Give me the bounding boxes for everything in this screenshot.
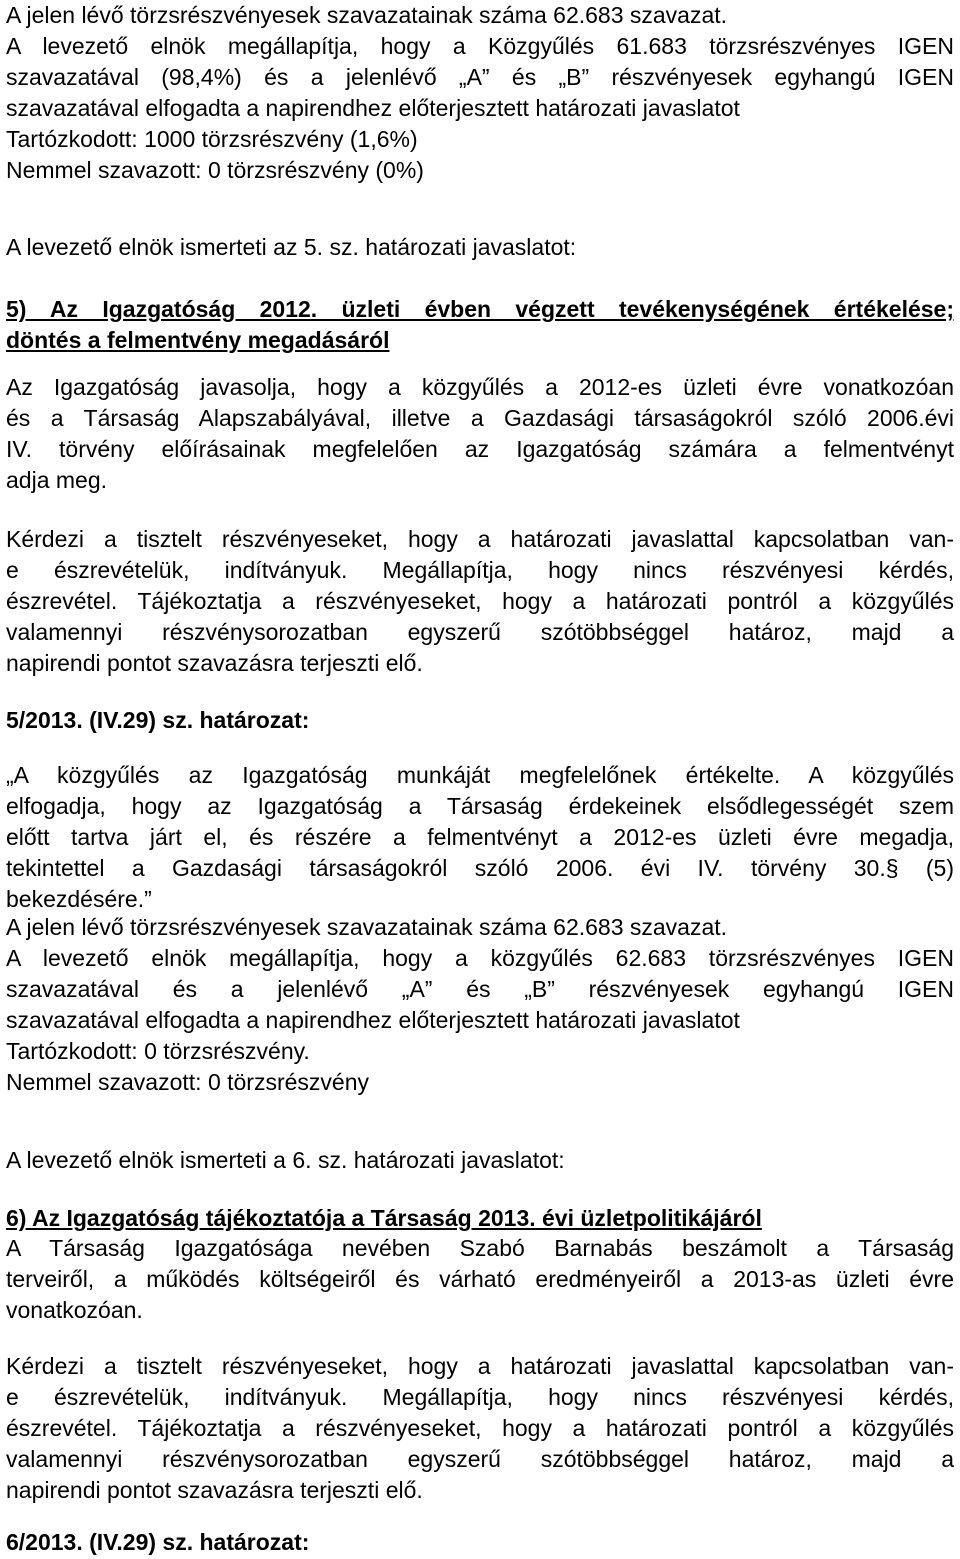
- report-line: A Társaság Igazgatósága nevében Szabó Barnabás beszámolt a Társaság: [6, 1235, 954, 1261]
- agenda-intro: A levezető elnök ismerteti a 6. sz. határozati javaslatot:: [6, 1147, 565, 1173]
- vote-result-line: szavazatával és a jelenlévő „A” és „B” részvényesek egyhangú IGEN: [6, 976, 954, 1002]
- agenda-title: döntés a felmentvény megadásáról: [6, 327, 390, 353]
- resolution-label: 5/2013. (IV.29) sz. határozat:: [6, 707, 310, 733]
- proposal-line: és a Társaság Alapszabályával, illetve a Gazdasági társaságokról szóló 2006.évi: [6, 405, 954, 431]
- report-line: terveiről, a működés költségeiről és várható eredményeiről a 2013-as üzleti évre: [6, 1266, 954, 1292]
- question-line: e észrevételük, indítványuk. Megállapítja, hogy nincs részvényesi kérdés,: [6, 1384, 954, 1410]
- proposal-line: Az Igazgatóság javasolja, hogy a közgyűlés a 2012-es üzleti évre vonatkozóan: [6, 374, 954, 400]
- vote-result-line: szavazatával elfogadta a napirendhez előterjesztett határozati javaslatot: [6, 95, 740, 121]
- report-line: vonatkozóan.: [6, 1297, 143, 1323]
- resolution-text-line: bekezdésére.”: [6, 886, 152, 912]
- vote-result-line: szavazatával elfogadta a napirendhez előterjesztett határozati javaslatot: [6, 1007, 740, 1033]
- resolution-text-line: „A közgyűlés az Igazgatóság munkáját megfelelőnek értékelte. A közgyűlés: [6, 762, 954, 788]
- agenda-intro: A levezető elnök ismerteti az 5. sz. határozati javaslatot:: [6, 234, 577, 260]
- abstain-line: Tartózkodott: 0 törzsrészvény.: [6, 1038, 310, 1064]
- question-line: napirendi pontot szavazásra terjeszti elő.: [6, 650, 423, 676]
- no-vote-line: Nemmel szavazott: 0 törzsrészvény: [6, 1069, 370, 1095]
- vote-count-line: A jelen lévő törzsrészvényesek szavazatainak száma 62.683 szavazat.: [6, 914, 728, 940]
- question-line: észrevétel. Tájékoztatja a részvényeseket, hogy a határozati pontról a közgyűlés: [6, 1415, 954, 1441]
- resolution-text-line: előtt tartva járt el, és részére a felmentvényt a 2012-es üzleti évre megadja,: [6, 824, 954, 850]
- resolution-text-line: tekintettel a Gazdasági társaságokról szóló 2006. évi IV. törvény 30.§ (5): [6, 855, 954, 881]
- vote-count-line: A jelen lévő törzsrészvényesek szavazatainak száma 62.683 szavazat.: [6, 2, 728, 28]
- resolution-label: 6/2013. (IV.29) sz. határozat:: [6, 1529, 310, 1555]
- proposal-line: adja meg.: [6, 467, 108, 493]
- question-line: Kérdezi a tisztelt részvényeseket, hogy a határozati javaslattal kapcsolatban van-: [6, 526, 954, 552]
- resolution-text-line: elfogadja, hogy az Igazgatóság a Társaság érdekeinek elsődlegességét szem: [6, 793, 954, 819]
- vote-result-line: A levezető elnök megállapítja, hogy a Közgyűlés 61.683 törzsrészvényes IGEN: [6, 33, 954, 59]
- question-line: e észrevételük, indítványuk. Megállapítja, hogy nincs részvényesi kérdés,: [6, 557, 954, 583]
- agenda-title: 6) Az Igazgatóság tájékoztatója a Társaság 2013. évi üzletpolitikájáról: [6, 1205, 762, 1231]
- agenda-title: 5) Az Igazgatóság 2012. üzleti évben végzett tevékenységének értékelése;: [6, 296, 954, 322]
- proposal-line: IV. törvény előírásainak megfelelően az Igazgatóság számára a felmentvényt: [6, 436, 954, 462]
- question-line: valamennyi részvénysorozatban egyszerű szótöbbséggel határoz, majd a: [6, 619, 954, 645]
- question-line: valamennyi részvénysorozatban egyszerű szótöbbséggel határoz, majd a: [6, 1446, 954, 1472]
- abstain-line: Tartózkodott: 1000 törzsrészvény (1,6%): [6, 126, 418, 152]
- question-line: napirendi pontot szavazásra terjeszti elő.: [6, 1477, 423, 1503]
- question-line: Kérdezi a tisztelt részvényeseket, hogy a határozati javaslattal kapcsolatban van-: [6, 1353, 954, 1379]
- vote-result-line: A levezető elnök megállapítja, hogy a közgyűlés 62.683 törzsrészvényes IGEN: [6, 945, 954, 971]
- question-line: észrevétel. Tájékoztatja a részvényeseket, hogy a határozati pontról a közgyűlés: [6, 588, 954, 614]
- no-vote-line: Nemmel szavazott: 0 törzsrészvény (0%): [6, 157, 424, 183]
- vote-result-line: szavazatával (98,4%) és a jelenlévő „A” és „B” részvényesek egyhangú IGEN: [6, 64, 954, 90]
